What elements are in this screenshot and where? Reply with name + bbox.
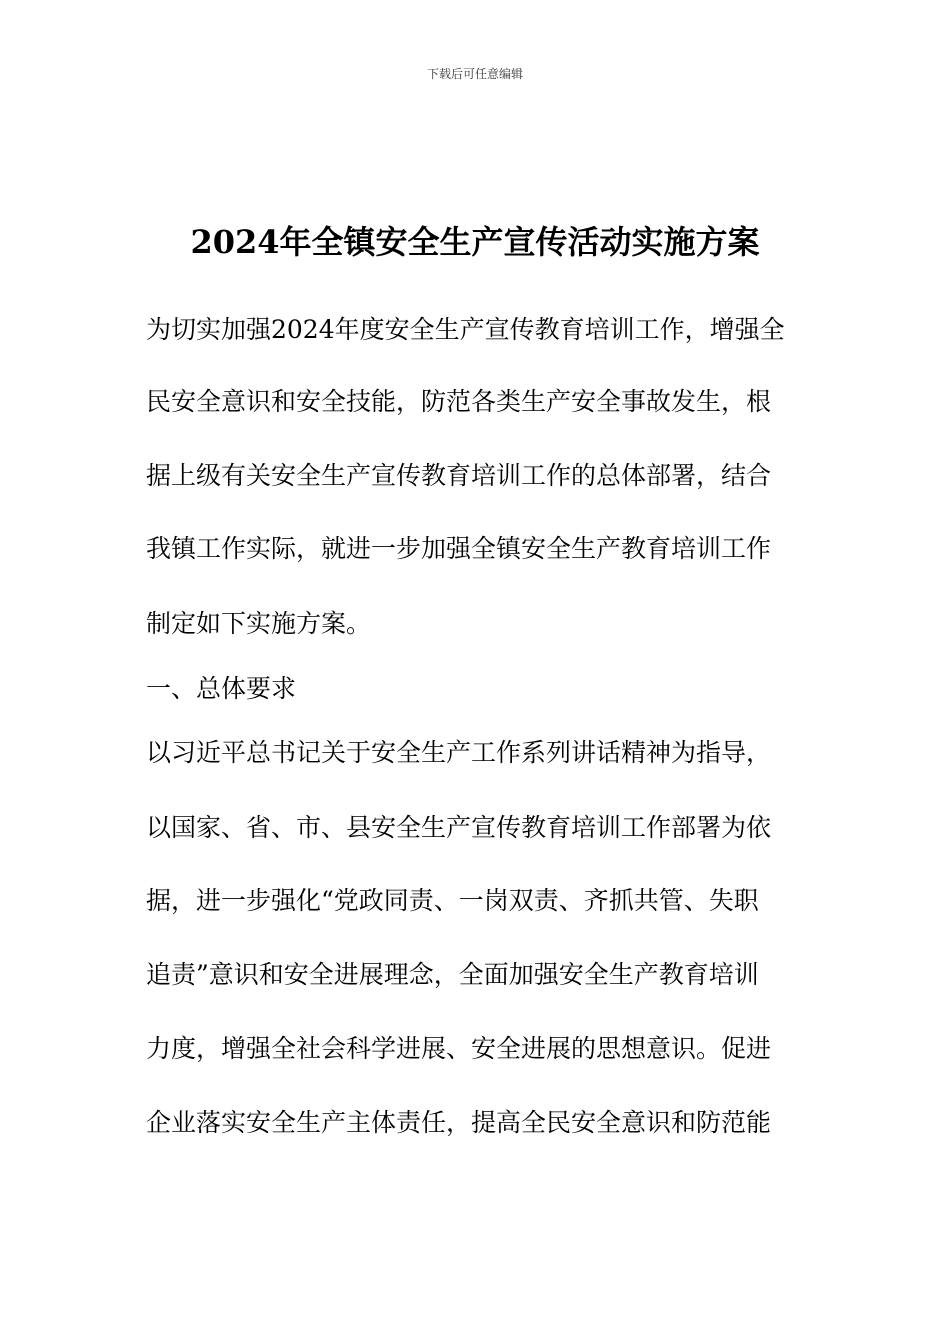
body-line: 制定如下实施方案。 xyxy=(146,609,372,638)
body-line: 力度，增强全社会科学进展、安全进展的思想意识。促进 xyxy=(146,1034,772,1063)
body-line: 据，进一步强化“党政同责、一岗双责、齐抓共管、失职 xyxy=(146,886,759,915)
body-line: 以国家、省、市、县安全生产宣传教育培训工作部署为依 xyxy=(146,813,772,842)
body-line: 我镇工作实际，就进一步加强全镇安全生产教育培训工作 xyxy=(146,534,772,563)
body-line: 企业落实安全生产主体责任，提高全民安全意识和防范能 xyxy=(146,1108,772,1137)
body-line: 为切实加强2024年度安全生产宣传教育培训工作，增强全 xyxy=(146,315,785,344)
body-line: 据上级有关安全生产宣传教育培训工作的总体部署，结合 xyxy=(146,461,772,490)
page-header-note: 下载后可任意编辑 xyxy=(426,67,523,81)
document-title: 2024年全镇安全生产宣传活动实施方案 xyxy=(190,223,760,261)
body-line: 民安全意识和安全技能，防范各类生产安全事故发生，根 xyxy=(146,387,772,416)
section-heading: 一、总体要求 xyxy=(146,674,297,703)
body-line: 追责”意识和安全进展理念，全面加强安全生产教育培训 xyxy=(146,960,759,989)
body-line: 以习近平总书记关于安全生产工作系列讲话精神为指导， xyxy=(146,738,772,767)
